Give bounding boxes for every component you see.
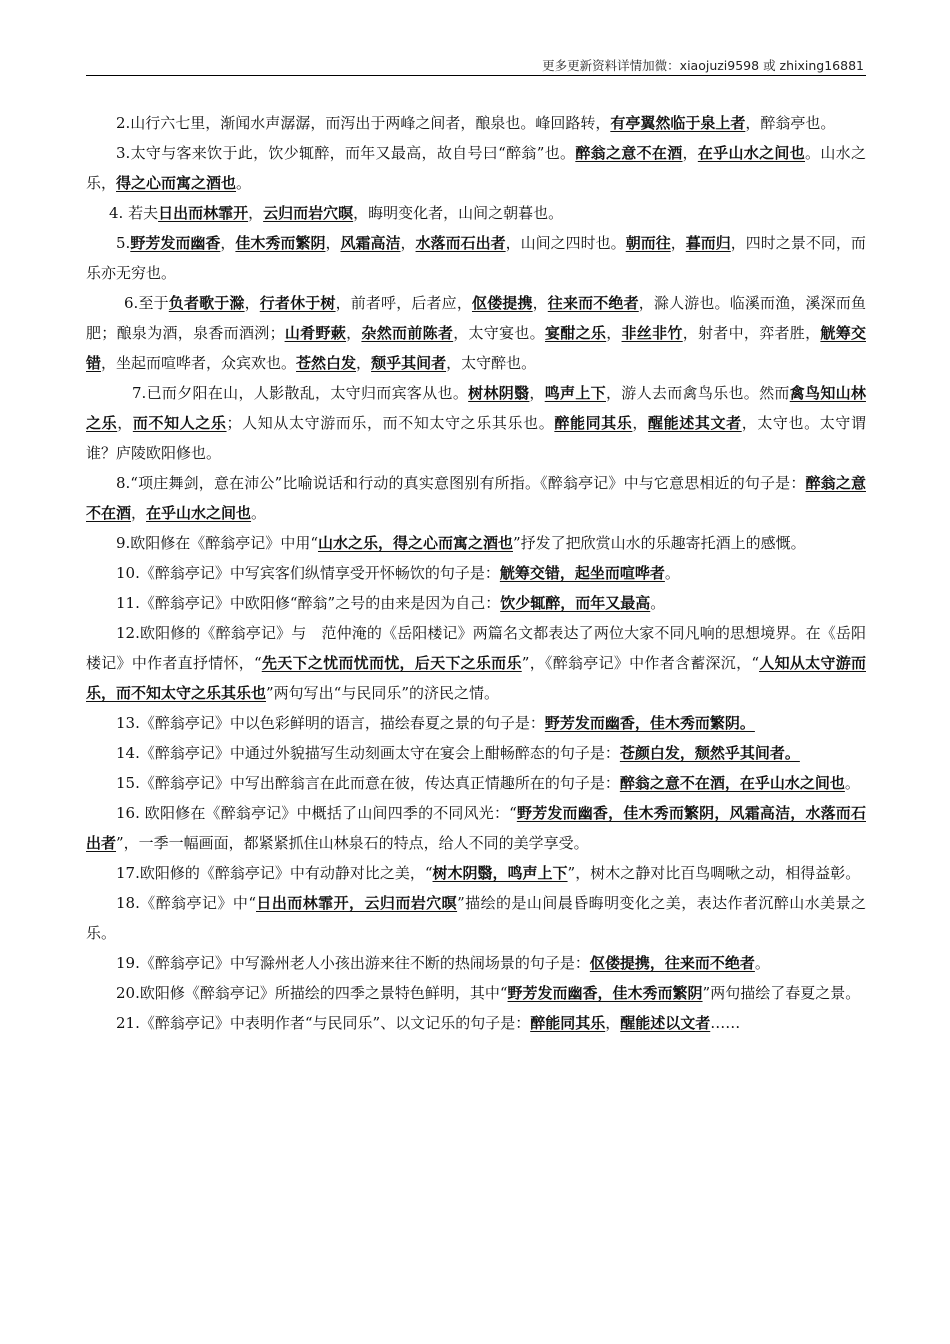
text-run: ， — [248, 204, 264, 222]
text-run: ， — [356, 354, 372, 372]
key-phrase: 行者休于树 — [259, 294, 336, 312]
text-run: 。山水之乐， — [86, 144, 866, 192]
paragraph-15 — [86, 768, 866, 798]
key-phrase: 颓乎其间者 — [371, 354, 447, 372]
key-phrase: 苍然白发 — [296, 354, 357, 372]
text-run: ”两句描绘了春夏之景。 — [702, 984, 861, 1002]
paragraph-3 — [86, 138, 866, 198]
key-phrase: 云归而岩穴暝 — [263, 204, 354, 222]
header-rule — [86, 75, 866, 76]
text-run: ，坐起而喧哗者，众宾欢也。 — [101, 354, 297, 372]
paragraph-10 — [86, 558, 866, 588]
key-phrase: 伛偻提携 — [471, 294, 533, 312]
key-phrase: 醉能同其乐 — [530, 1014, 606, 1032]
text-run: 。 — [251, 504, 267, 522]
text-run: ， — [682, 144, 698, 162]
page-header-text: 更多更新资料详情加微：xiaojuzi9598 或 zhixing16881 — [542, 58, 864, 73]
text-run: ， — [400, 234, 416, 252]
text-run: 。 — [650, 594, 666, 612]
key-phrase: 树林阴翳 — [468, 384, 530, 402]
key-phrase: 而不知人之乐 — [132, 414, 227, 432]
text-run: 9.欧阳修在《醉翁亭记》中用“ — [116, 534, 318, 552]
key-phrase: 野芳发而幽香，佳木秀而繁阴 — [507, 984, 703, 1002]
key-phrase: 朝而往 — [625, 234, 671, 252]
paragraph-8 — [86, 468, 866, 528]
text-run: ，山间之四时也。 — [505, 234, 626, 252]
key-phrase: 觥筹交错 — [86, 324, 866, 372]
key-phrase: 得之心而寓之酒也 — [116, 174, 237, 192]
text-run: ”抒发了把欣赏山水的乐趣寄托酒上的感慨。 — [513, 534, 806, 552]
key-phrase: 负者歌于滁 — [168, 294, 245, 312]
paragraph-19 — [86, 948, 866, 978]
paragraph-16 — [86, 798, 866, 858]
paragraph-13 — [86, 708, 866, 738]
text-run: 19.《醉翁亭记》中写滁州老人小孩出游来往不断的热闹场景的句子是： — [116, 954, 590, 972]
paragraph-6 — [86, 288, 866, 378]
key-phrase: 人知从太守游而乐，而不知太守之乐其乐也 — [86, 654, 866, 702]
text-run: ，滁人游也。临溪而渔，溪深而鱼肥；酿泉为酒，泉香而酒洌； — [86, 294, 866, 342]
key-phrase: 醉翁之意不在酒 — [575, 144, 683, 162]
text-run: ”，一季一幅画面，都紧紧抓住山林泉石的特点，给人不同的美学享受。 — [116, 834, 589, 852]
document-body — [86, 108, 866, 1038]
text-run: 。 — [236, 174, 252, 192]
text-run: 2.山行六七里，渐闻水声潺潺，而泻出于两峰之间者，酿泉也。峰回路转， — [116, 114, 611, 132]
text-run: ，四时之景不同，而乐亦无穷也。 — [86, 234, 866, 282]
paragraph-20 — [86, 978, 866, 1008]
text-run: 7.已而夕阳在山，人影散乱，太守归而宾客从也。 — [132, 384, 469, 402]
paragraph-11 — [86, 588, 866, 618]
text-run: ，晦明变化者，山间之朝暮也。 — [353, 204, 564, 222]
paragraph-21 — [86, 1008, 866, 1038]
text-run: ， — [244, 294, 260, 312]
text-run: ，太守醉也。 — [446, 354, 537, 372]
key-phrase: 醉能同其乐 — [554, 414, 633, 432]
text-run: ， — [670, 234, 686, 252]
key-phrase: 在乎山水之间也 — [697, 144, 806, 162]
text-run: 12.欧阳修的《醉翁亭记》与 范仲淹的《岳阳楼记》两篇名文都表达了两位大家不同凡响的思想境界。在《岳阳楼记》中作者直抒情怀，“ — [86, 624, 866, 672]
key-phrase: 佳木秀而繁阴 — [235, 234, 326, 252]
text-run: 8.“项庄舞剑，意在沛公”比喻说话和行动的真实意图别有所指。《醉翁亭记》中与它意思相近的句子是： — [116, 474, 806, 492]
key-phrase: 先天下之忧而忧而忧，后天下之乐而乐 — [261, 654, 522, 672]
key-phrase: 日出而林霏开，云归而岩穴暝 — [256, 894, 458, 912]
text-run: 15.《醉翁亭记》中写出醉翁言在此而意在彼，传达真正情趣所在的句子是： — [116, 774, 620, 792]
text-run: ，太守宴也。 — [453, 324, 545, 342]
paragraph-4 — [86, 198, 866, 228]
key-phrase: 宴酣之乐 — [544, 324, 607, 342]
paragraph-14 — [86, 738, 866, 768]
key-phrase: 苍颜白发，颓然乎其间者。 — [619, 744, 800, 762]
text-run: 20.欧阳修《醉翁亭记》所描绘的四季之景特色鲜明，其中“ — [116, 984, 508, 1002]
text-run: ，前者呼，后者应， — [335, 294, 472, 312]
text-run: ；人知从太守游而乐，而不知太守之乐其乐也。 — [226, 414, 555, 432]
text-run: ，游人去而禽鸟乐也。然而 — [605, 384, 790, 402]
key-phrase: 伛偻提携，往来而不绝者 — [589, 954, 755, 972]
text-run: 。 — [664, 564, 680, 582]
key-phrase: 在乎山水之间也 — [146, 504, 252, 522]
paragraph-18 — [86, 888, 866, 948]
text-run: ， — [529, 384, 545, 402]
key-phrase: 野芳发而幽香 — [130, 234, 221, 252]
text-run: ， — [346, 324, 362, 342]
key-phrase: 醒能述其文者 — [648, 414, 742, 432]
paragraph-9 — [86, 528, 866, 558]
key-phrase: 有亭翼然临于泉上者 — [610, 114, 746, 132]
key-phrase: 觥筹交错，起坐而喧哗者 — [499, 564, 665, 582]
text-run: ， — [532, 294, 548, 312]
text-run: ， — [605, 1014, 621, 1032]
text-run: ”，树木之静对比百鸟啁啾之动，相得益彰。 — [567, 864, 861, 882]
key-phrase: 野芳发而幽香，佳木秀而繁阴，风霜高洁，水落而石出者 — [86, 804, 866, 852]
text-run: ， — [632, 414, 649, 432]
text-run: ，醉翁亭也。 — [745, 114, 836, 132]
key-phrase: 山水之乐，得之心而寓之酒也 — [317, 534, 513, 552]
text-run: 13.《醉翁亭记》中以色彩鲜明的语言，描绘春夏之景的句子是： — [116, 714, 545, 732]
key-phrase: 禽鸟知山林之乐 — [86, 384, 866, 432]
key-phrase: 醒能述以文者 — [620, 1014, 711, 1032]
text-run: ， — [606, 324, 622, 342]
key-phrase: 醉翁之意不在酒 — [86, 474, 866, 522]
key-phrase: 树木阴翳，鸣声上下 — [432, 864, 568, 882]
text-run: 4. 若夫 — [109, 204, 159, 222]
text-run: ”两句写出“与民同乐”的济民之情。 — [266, 684, 500, 702]
text-run: ，射者中，弈者胜， — [682, 324, 821, 342]
paragraph-12 — [86, 618, 866, 708]
text-run: 18.《醉翁亭记》中“ — [116, 894, 256, 912]
text-run: 5. — [116, 234, 131, 252]
text-run: ， — [131, 504, 147, 522]
key-phrase: 野芳发而幽香，佳木秀而繁阴。 — [544, 714, 755, 732]
text-run: 17.欧阳修的《醉翁亭记》中有动静对比之美，“ — [116, 864, 433, 882]
text-run: ， — [220, 234, 236, 252]
key-phrase: 日出而林霏开 — [158, 204, 249, 222]
key-phrase: 非丝非竹 — [621, 324, 683, 342]
key-phrase: 往来而不绝者 — [547, 294, 639, 312]
text-run: 。 — [754, 954, 770, 972]
paragraph-5 — [86, 228, 866, 288]
text-run: 11.《醉翁亭记》中欧阳修“醉翁”之号的由来是因为自己： — [116, 594, 501, 612]
key-phrase: 山肴野蔌 — [284, 324, 347, 342]
paragraph-17 — [86, 858, 866, 888]
paragraph-2 — [86, 108, 866, 138]
text-run: ”，《醉翁亭记》中作者含蓄深沉，“ — [521, 654, 760, 672]
text-run: 。 — [844, 774, 860, 792]
key-phrase: 暮而归 — [685, 234, 731, 252]
text-run: ， — [325, 234, 341, 252]
text-run: 3.太守与客来饮于此，饮少辄醉，而年又最高，故自号曰“醉翁”也。 — [116, 144, 576, 162]
text-run: ，太守也。太守谓谁？庐陵欧阳修也。 — [86, 414, 866, 462]
text-run: ， — [117, 414, 133, 432]
text-run: ”描绘的是山间晨昏晦明变化之美，表达作者沉醉山水美景之乐。 — [86, 894, 867, 942]
key-phrase: 水落而石出者 — [415, 234, 506, 252]
text-run: 14.《醉翁亭记》中通过外貌描写生动刻画太守在宴会上酣畅醉态的句子是： — [116, 744, 620, 762]
paragraph-7 — [86, 378, 866, 468]
key-phrase: 醉翁之意不在酒，在乎山水之间也 — [619, 774, 845, 792]
key-phrase: 饮少辄醉，而年又最高 — [500, 594, 651, 612]
key-phrase: 风霜高洁 — [340, 234, 401, 252]
text-run: …… — [710, 1014, 741, 1032]
text-run: 16. 欧阳修在《醉翁亭记》中概括了山间四季的不同风光：“ — [116, 804, 517, 822]
text-run: 6.至于 — [124, 294, 169, 312]
key-phrase: 鸣声上下 — [544, 384, 606, 402]
text-run: 21.《醉翁亭记》中表明作者“与民同乐”、以文记乐的句子是： — [116, 1014, 531, 1032]
text-run: 10.《醉翁亭记》中写宾客们纵情享受开怀畅饮的句子是： — [116, 564, 500, 582]
key-phrase: 杂然而前陈者 — [361, 324, 454, 342]
